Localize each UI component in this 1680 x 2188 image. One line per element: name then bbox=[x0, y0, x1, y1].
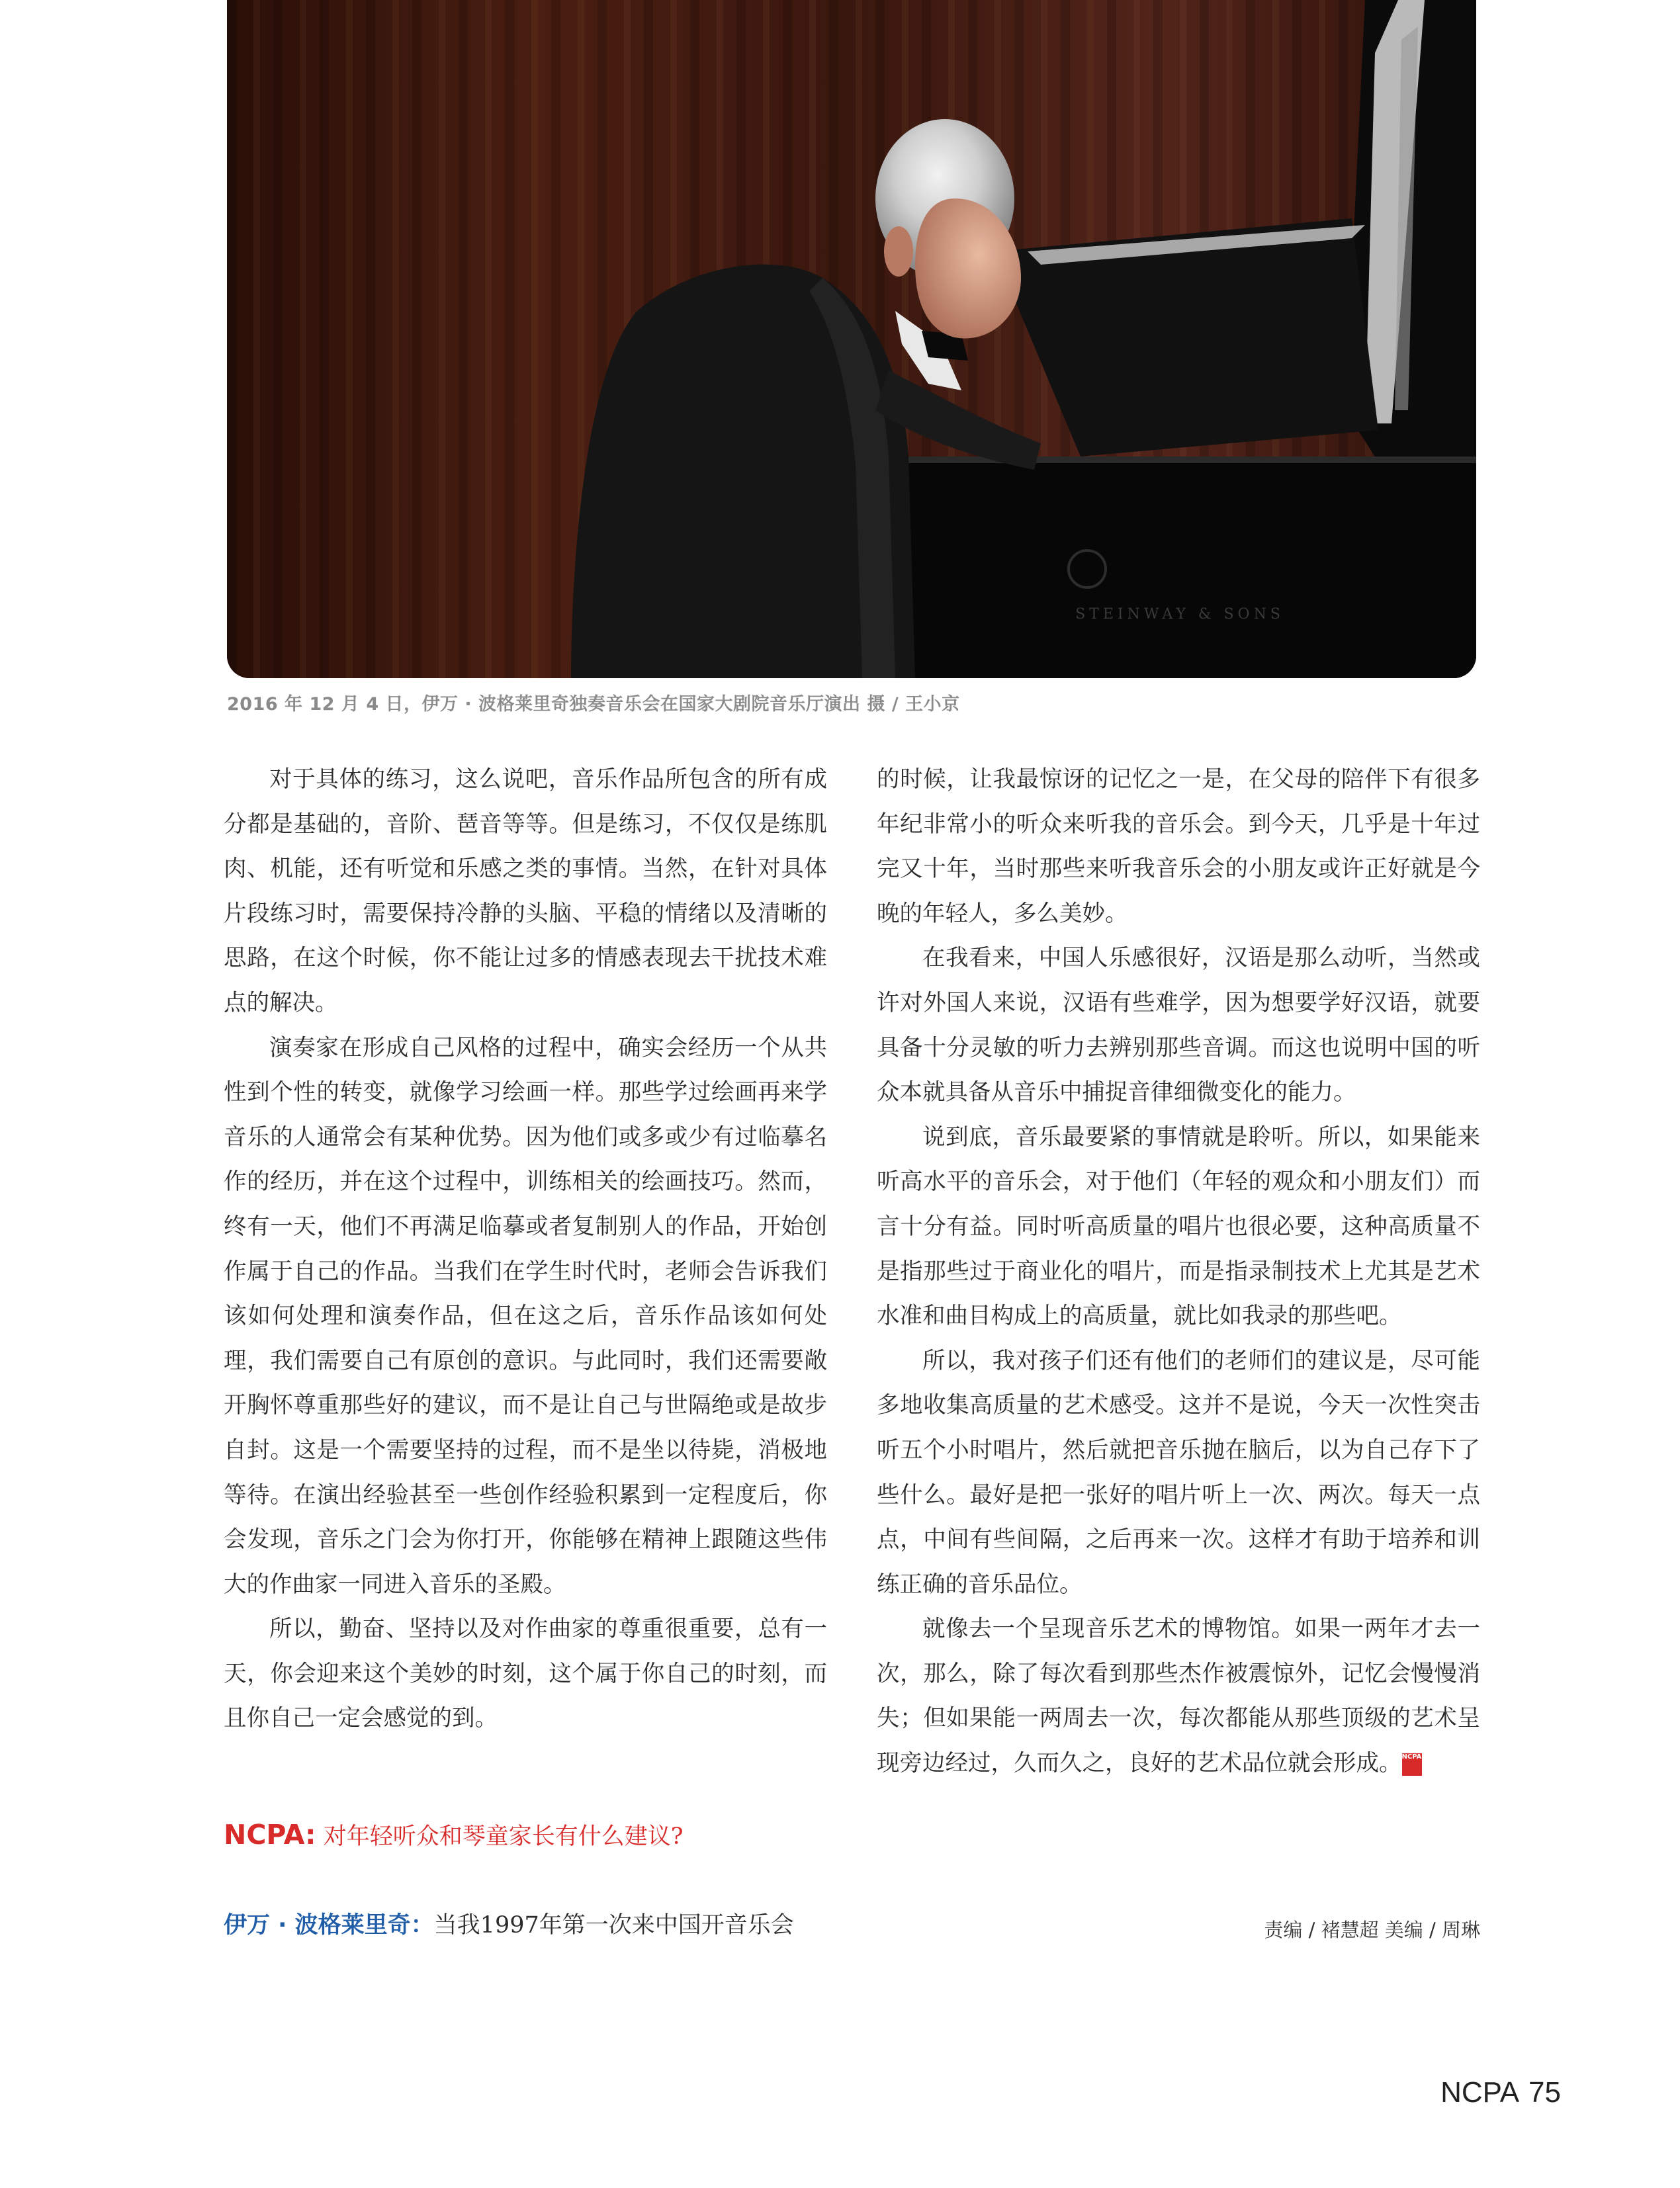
photo-caption: 2016 年 12 月 4 日，伊万 · 波格莱里奇独奏音乐会在国家大剧院音乐厅演出 摄 / 王小京 bbox=[227, 694, 960, 715]
paragraph: 所以，勤奋、坚持以及对作曲家的尊重很重要，总有一天，你会迎来这个美妙的时刻，这个属于你自己的时刻，而且你自己一定会感觉的到。 bbox=[224, 1616, 827, 1732]
interview-answer-start bbox=[224, 1907, 832, 1940]
left-column bbox=[224, 758, 827, 1741]
question-text: 对年轻听众和琴童家长有什么建议? bbox=[323, 1823, 684, 1850]
answer-label: 伊万 · 波格莱里奇： bbox=[224, 1912, 434, 1939]
end-mark-icon: NCPA bbox=[1402, 1753, 1422, 1776]
footer-brand: NCPA bbox=[1440, 2076, 1520, 2109]
piano-brand: STEINWAY & SONS bbox=[1075, 606, 1284, 623]
paragraph: 演奏家在形成自己风格的过程中，确实会经历一个从共性到个性的转变，就像学习绘画一样。那些学过绘画再来学音乐的人通常会有某种优势。因为他们或多或少有过临摹名作的经历，并在这个过程中，训练相关的绘画技巧。然而，终有一天，他们不再满足临摹或者复制别人的作品，开始创作属于自己的作品。当我们在学生时代时，老师会告诉我们该如何处理和演奏作品，但在这之后，音乐作品该如何处理，我们需要自己有原创的意识。与此同时，我们还需要敞开胸怀尊重那些好的建议，而不是让自己与世隔绝或是故步自封。这是一个需要坚持的过程，而不是坐以待毙，消极地等待。在演出经验甚至一些创作经验积累到一定程度后，你会发现，音乐之门会为你打开，你能够在精神上跟随这些伟大的作曲家一同进入音乐的圣殿。 bbox=[224, 1034, 827, 1598]
paragraph: 说到底，音乐最要紧的事情就是聆听。所以，如果能来听高水平的音乐会，对于他们（年轻的观众和小朋友们）而言十分有益。同时听高质量的唱片也很必要，这种高质量不是指那些过于商业化的唱片，而是指录制技术上尤其是艺术水准和曲目构成上的高质量，就比如我录的那些吧。 bbox=[877, 1123, 1480, 1330]
question-label: NCPA: bbox=[224, 1819, 316, 1851]
pianist-illustration bbox=[227, 0, 1476, 678]
paragraph-final bbox=[877, 1607, 1480, 1786]
page-footer bbox=[1431, 2076, 1561, 2109]
paragraph: 的时候，让我最惊讶的记忆之一是，在父母的陪伴下有很多年纪非常小的听众来听我的音乐会。到今天，几乎是十年过完又十年，当时那些来听我音乐会的小朋友或许正好就是今晚的年轻人，多么美妙。 bbox=[877, 766, 1480, 927]
concert-photo bbox=[227, 0, 1476, 678]
page-number: 75 bbox=[1528, 2076, 1561, 2109]
interview-question bbox=[224, 1818, 832, 1851]
paragraph: 所以，我对孩子们还有他们的老师们的建议是，尽可能多地收集高质量的艺术感受。这并不是说，今天一次性突击听五个小时唱片，然后就把音乐抛在脑后，以为自己存下了些什么。最好是把一张好的唱片听上一次、两次。每天一点点，中间有些间隔，之后再来一次。这样才有助于培养和训练正确的音乐品位。 bbox=[877, 1347, 1480, 1598]
editor-credit: 责编 / 褚慧超 美编 / 周琳 bbox=[1264, 1919, 1480, 1941]
right-column bbox=[877, 758, 1480, 1786]
paragraph: 对于具体的练习，这么说吧，音乐作品所包含的所有成分都是基础的，音阶、琶音等等。但是练习，不仅仅是练肌肉、机能，还有听觉和乐感之类的事情。当然，在针对具体片段练习时，需要保持冷静的头脑、平稳的情绪以及清晰的思路，在这个时候，你不能让过多的情感表现去干扰技术难点的解决。 bbox=[224, 766, 827, 1016]
paragraph: 在我看来，中国人乐感很好，汉语是那么动听，当然或许对外国人来说，汉语有些难学，因为想要学好汉语，就要具备十分灵敏的听力去辨别那些音调。而这也说明中国的听众本就具备从音乐中捕捉音律细微变化的能力。 bbox=[877, 945, 1480, 1106]
paragraph-final-text: 就像去一个呈现音乐艺术的博物馆。如果一两年才去一次，那么，除了每次看到那些杰作被震惊外，记忆会慢慢消失；但如果能一两周去一次，每次都能从那些顶级的艺术呈现旁边经过，久而久之，良好的艺术品位就会形成。 bbox=[877, 1616, 1480, 1777]
answer-text: 当我1997年第一次来中国开音乐会 bbox=[433, 1912, 794, 1939]
